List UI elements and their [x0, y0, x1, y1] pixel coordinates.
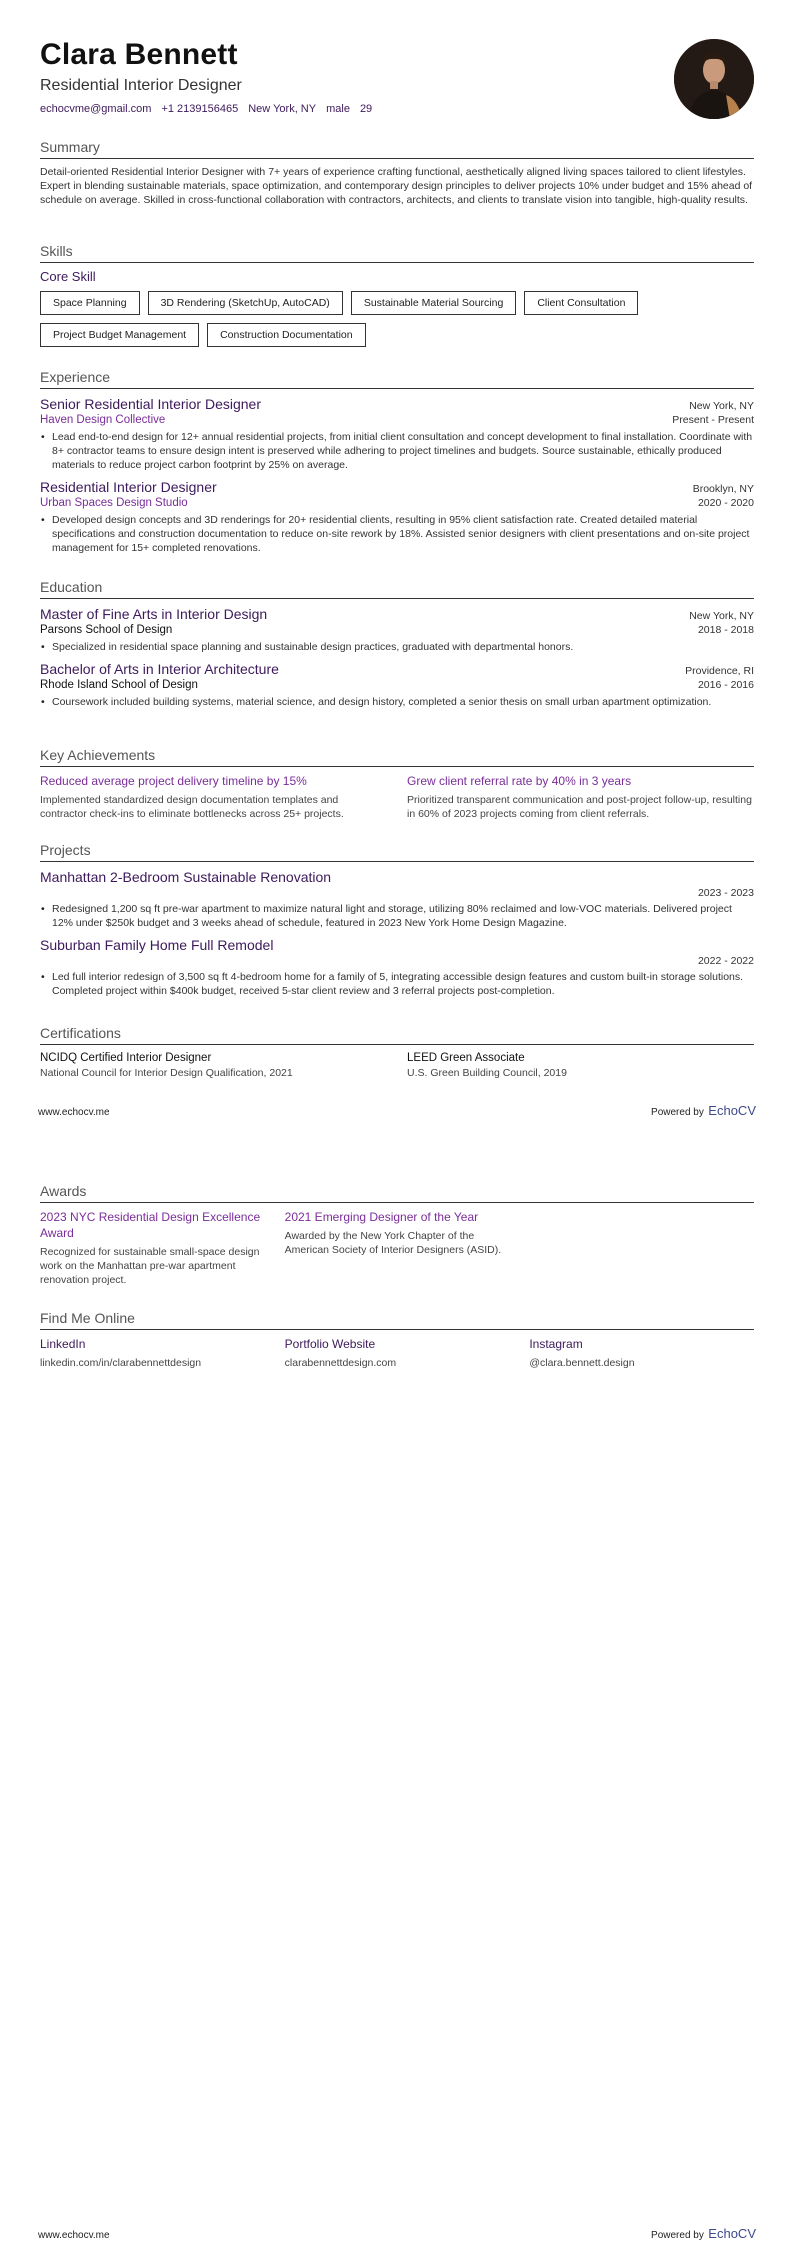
education-dates: 2018 - 2018: [697, 624, 754, 636]
footer-brand[interactable]: EchoCV: [708, 1103, 756, 1118]
education-entry: [40, 660, 754, 709]
project-bullet: • Led full interior redesign of 3,500 sq ft 4-bedroom home for a family of 5, integrating accessible design features and custom built-in storage solutions. Completed project within $400k budget, received 5-star client review and 3 referral projects post-completion.: [52, 970, 754, 998]
awards-section: [40, 1182, 754, 1287]
summary-text: Detail-oriented Residential Interior Designer with 7+ years of experience crafting functional, aesthetically aligned living spaces tailored to client lifestyles. Expert in blending sustainable materials, space optimization, and contemporary design principles to deliver projects 10% under budget and 15% ahead of schedule on average. Skilled in cross-functional collaboration with contractors, architects, and clients to translate vision into tangible, high-quality results.: [40, 166, 753, 206]
education-dates: 2016 - 2016: [697, 679, 754, 691]
projects-title: Projects: [40, 841, 754, 862]
core-skill-heading: Core Skill: [40, 269, 96, 284]
online-title: Find Me Online: [40, 1309, 754, 1330]
award-title: 2021 Emerging Designer of the Year: [284, 1210, 479, 1224]
online-section: [40, 1309, 754, 1370]
candidate-name: Clara Bennett: [40, 38, 238, 71]
achievements-section: [40, 746, 754, 821]
job-dates: Present - Present: [672, 414, 754, 426]
portfolio-link[interactable]: clarabennettdesign.com: [284, 1357, 397, 1369]
footer-powered-label: Powered by: [651, 2230, 704, 2241]
skill-chip: Space Planning: [40, 291, 140, 315]
achievement-desc: Prioritized transparent communication and post-project follow-up, resulting in 60% of 2023 projects coming from client referrals.: [407, 794, 752, 820]
company-name: Haven Design Collective: [40, 414, 166, 426]
contact-email[interactable]: echocvme@gmail.com: [40, 103, 152, 115]
certification-issuer: U.S. Green Building Council, 2019: [407, 1067, 567, 1079]
experience-entry: [40, 478, 754, 555]
certification-name: LEED Green Associate: [407, 1052, 525, 1064]
education-title: Education: [40, 578, 754, 599]
award-desc: Awarded by the New York Chapter of the American Society of Interior Designers (ASID).: [284, 1230, 502, 1256]
project-entry: [40, 868, 754, 930]
candidate-role: Residential Interior Designer: [40, 77, 242, 94]
contact-gender: male: [326, 103, 350, 115]
certification-issuer: National Council for Interior Design Qualification, 2021: [40, 1067, 293, 1079]
projects-section: [40, 841, 754, 998]
instagram-link[interactable]: @clara.bennett.design: [529, 1357, 635, 1369]
experience-section: [40, 368, 754, 555]
job-location: Brooklyn, NY: [692, 483, 754, 495]
contact-phone: +1 2139156465: [161, 103, 239, 115]
project-entry: [40, 936, 754, 998]
project-name: Manhattan 2-Bedroom Sustainable Renovation: [40, 869, 332, 885]
degree-title: Bachelor of Arts in Interior Architecture: [40, 661, 279, 677]
experience-title: Experience: [40, 368, 754, 389]
online-label: LinkedIn: [40, 1337, 86, 1351]
award-title: 2023 NYC Residential Design Excellence Award: [40, 1210, 261, 1240]
linkedin-link[interactable]: linkedin.com/in/clarabennettdesign: [40, 1357, 202, 1369]
header: [40, 38, 754, 116]
page-footer: [38, 2225, 756, 2243]
summary-title: Summary: [40, 138, 754, 159]
resume-page-2: [0, 1123, 794, 2246]
contact-location: New York, NY: [248, 103, 317, 115]
job-location: New York, NY: [689, 400, 754, 412]
job-title: Senior Residential Interior Designer: [40, 396, 261, 412]
school-name: Parsons School of Design: [40, 624, 173, 636]
certification-item: [407, 1051, 754, 1080]
skill-chips: [40, 291, 754, 347]
job-title: Residential Interior Designer: [40, 479, 217, 495]
footer-powered-by: [651, 2225, 756, 2243]
award-item: [285, 1209, 510, 1287]
achievement-title: Grew client referral rate by 40% in 3 years: [407, 774, 632, 788]
footer-brand[interactable]: EchoCV: [708, 2226, 756, 2241]
skill-chip: Construction Documentation: [207, 323, 366, 347]
skills-title: Skills: [40, 242, 754, 263]
skills-section: [40, 242, 754, 347]
footer-site-link[interactable]: www.echocv.me: [38, 2230, 110, 2241]
education-entry: [40, 605, 754, 654]
certification-name: NCIDQ Certified Interior Designer: [40, 1052, 212, 1064]
skill-chip: 3D Rendering (SketchUp, AutoCAD): [148, 291, 343, 315]
degree-title: Master of Fine Arts in Interior Design: [40, 606, 268, 622]
avatar: [674, 39, 754, 119]
education-section: [40, 578, 754, 709]
footer-powered-label: Powered by: [651, 1107, 704, 1118]
project-dates: 2022 - 2022: [697, 955, 754, 967]
school-location: Providence, RI: [685, 665, 754, 677]
contact-age: 29: [359, 103, 373, 115]
page-footer: [38, 1102, 756, 1120]
footer-powered-by: [651, 1102, 756, 1120]
project-bullet: • Redesigned 1,200 sq ft pre-war apartment to maximize natural light and storage, utilizing 80% reclaimed and low-VOC materials. Delivered project 12% under $250k budget and 3 weeks ahead of schedule, featured in 2023 New York Home Design Magazine.: [52, 902, 754, 930]
certifications-title: Certifications: [40, 1024, 754, 1045]
project-dates: 2023 - 2023: [697, 887, 754, 899]
contact-line: [40, 102, 754, 116]
achievement-desc: Implemented standardized design documentation templates and contractor check-ins to eliminate bottlenecks across 25+ projects.: [40, 794, 344, 820]
online-item: [285, 1336, 510, 1370]
company-name: Urban Spaces Design Studio: [40, 497, 188, 509]
awards-title: Awards: [40, 1182, 754, 1203]
education-bullet: • Specialized in residential space planning and sustainable design practices, graduated with departmental honors.: [52, 640, 754, 654]
school-name: Rhode Island School of Design: [40, 679, 198, 691]
education-bullet: • Coursework included building systems, material science, and design history, completed a senior thesis on small urban apartment optimization.: [52, 695, 754, 709]
achievements-title: Key Achievements: [40, 746, 754, 767]
certifications-section: [40, 1024, 754, 1080]
award-item: [40, 1209, 265, 1287]
achievement-item: [40, 773, 387, 821]
experience-entry: [40, 395, 754, 472]
job-dates: 2020 - 2020: [697, 497, 754, 509]
portrait-photo: [674, 39, 754, 119]
school-location: New York, NY: [689, 610, 754, 622]
achievement-title: Reduced average project delivery timeline by 15%: [40, 774, 307, 788]
project-name: Suburban Family Home Full Remodel: [40, 937, 274, 953]
job-bullet: • Developed design concepts and 3D renderings for 20+ residential clients, resulting in 95% client satisfaction rate. Created detailed material specifications and construction documentation to reduce on-site rework by 18%. Assisted senior designers with client presentations and on-site project management for 15+ completed renovations.: [52, 513, 754, 555]
summary-section: [40, 138, 754, 207]
online-item: [40, 1336, 265, 1370]
skill-chip: Client Consultation: [524, 291, 638, 315]
online-item: [529, 1336, 754, 1370]
skill-chip: Sustainable Material Sourcing: [351, 291, 517, 315]
skill-chip: Project Budget Management: [40, 323, 199, 347]
online-label: Instagram: [529, 1337, 583, 1351]
job-bullet: • Lead end-to-end design for 12+ annual residential projects, from initial client consultation and concept development to final installation. Coordinate with 8+ contractor teams to ensure design intent is preserved while adhering to project timelines and budgets. Source sustainable, ethically produced materials to reduce project carbon footprint by 25% on average.: [52, 430, 754, 472]
achievement-item: [407, 773, 754, 821]
certification-item: [40, 1051, 387, 1080]
online-label: Portfolio Website: [284, 1337, 376, 1351]
award-desc: Recognized for sustainable small-space design work on the Manhattan pre-war apartment renovation project.: [40, 1246, 260, 1286]
footer-site-link[interactable]: www.echocv.me: [38, 1107, 110, 1118]
